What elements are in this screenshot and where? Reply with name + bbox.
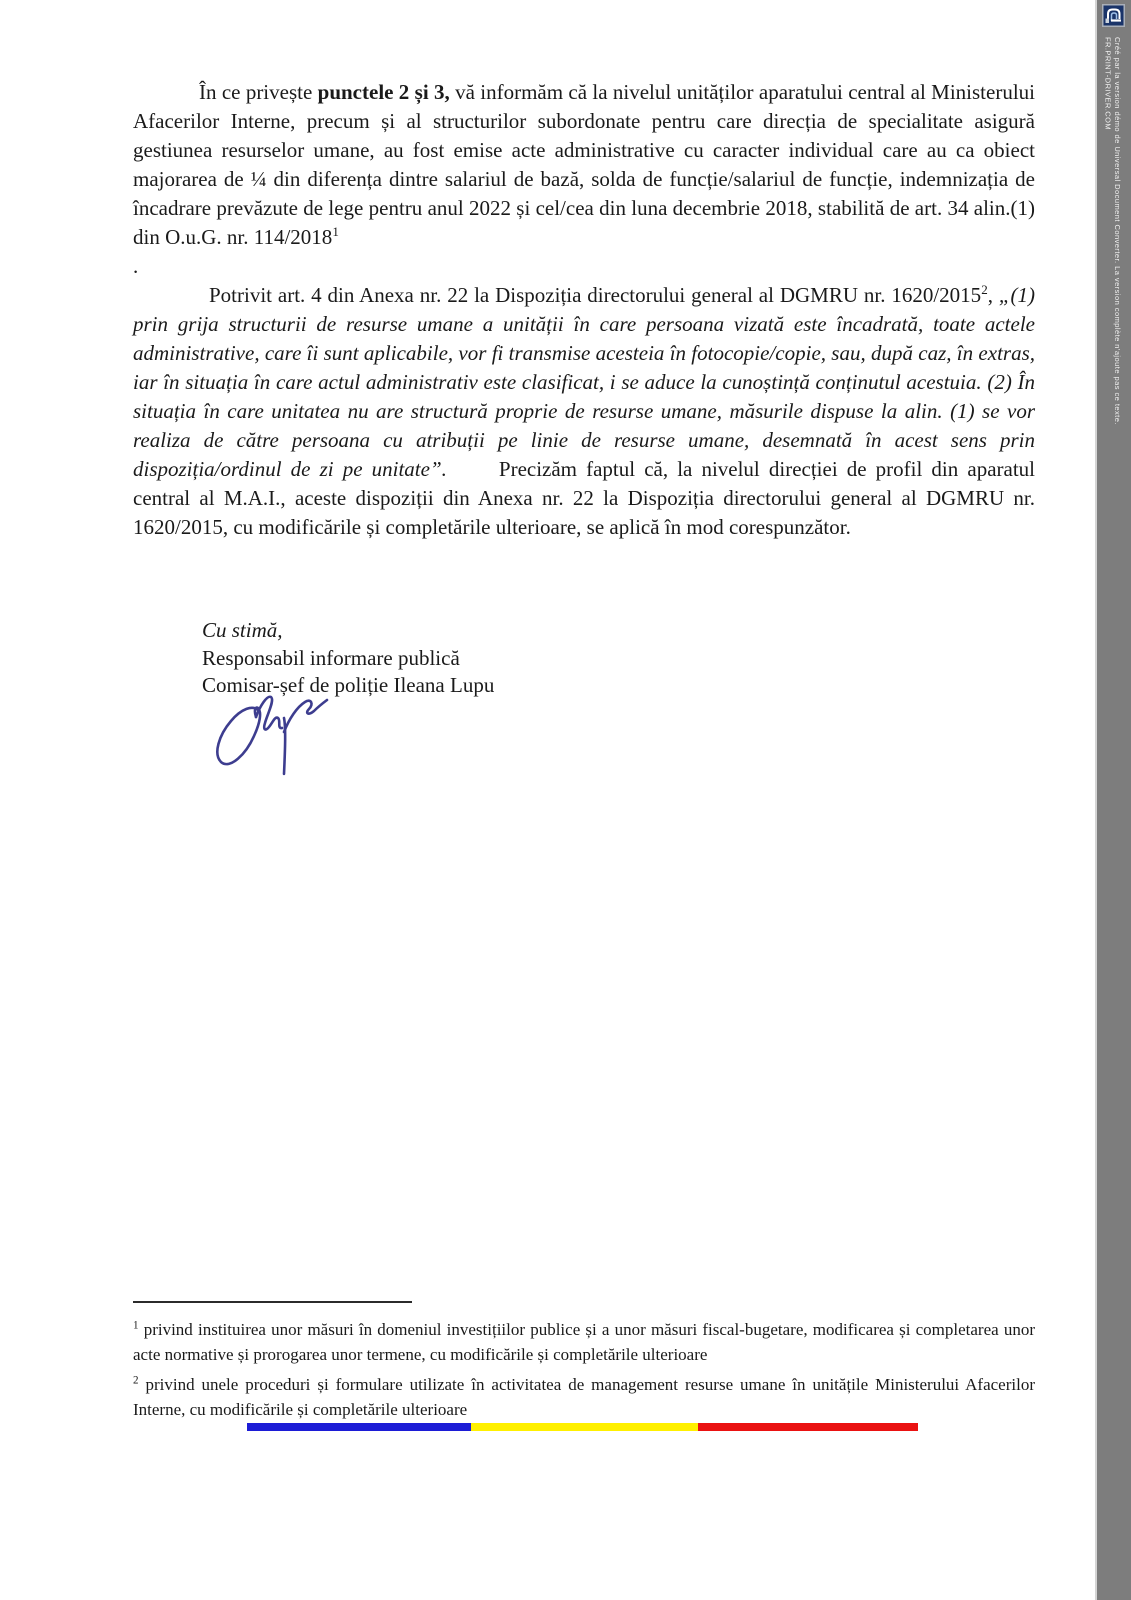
- paragraph-2-quote: „(1) prin grija structurii de resurse umane a unității în care persoana vizată este încadrată, toate actele administrative, care îi sunt aplicabile, vor fi transmise acesteia în fotocopie/copie, sau, după caz, în extras, iar în situația în care actul administrativ este clasificat, i se aduce la cunoștință conținutul acestuia. (2) În situația în care unitatea nu are structură proprie de resurse umane, măsurile dispuse la alin. (1) se vor realiza de către persoana cu atribuții pe linie de resurse umane, desemnată în acest sens prin dispoziția/ordinul de zi pe unitate”.: [133, 283, 1035, 481]
- romania-flag-bar: [247, 1423, 918, 1431]
- footnote-2: [133, 1372, 1035, 1422]
- watermark-text: [1103, 37, 1122, 425]
- footnote-2-marker: 2: [133, 1374, 139, 1387]
- orphan-period-line: .: [133, 254, 139, 278]
- paragraph-1-bold-phrase: punctele 2 și 3,: [317, 80, 450, 104]
- footnotes: [133, 1293, 1035, 1427]
- footnote-ref-2: 2: [981, 282, 988, 297]
- flag-blue-segment: [247, 1423, 471, 1431]
- universal-document-converter-icon: [1102, 4, 1125, 27]
- signer-role: Responsabil informare publică: [202, 645, 460, 670]
- paragraph-2: [133, 281, 1035, 542]
- footnote-ref-1: 1: [332, 224, 339, 239]
- footnote-1-marker: 1: [133, 1319, 139, 1332]
- handwritten-signature-icon: [205, 688, 330, 780]
- footnote-1-text: privind instituirea unor măsuri în domeniul investițiilor publice și a unor măsuri fiscal-bugetare, modificarea și completarea unor acte normative și prorogarea unor termene, cu modificările și completările ulterioare: [133, 1320, 1036, 1364]
- paragraph-1-lead: În ce privește: [199, 80, 318, 104]
- paragraph-2-continuation: Precizăm faptul că, la nivelul direcției de profil din aparatul central al M.A.I., aceste dispoziții din Anexa nr. 22 la Dispoziția directorului general al DGMRU nr. 1620/2015, cu modificările și completările ulterioare, se aplică în mod corespunzător.: [133, 457, 1035, 539]
- footnote-separator: [133, 1301, 412, 1303]
- closing-phrase: Cu stimă,: [202, 618, 283, 642]
- paragraph-2-after-ref: ,: [987, 283, 999, 307]
- signer-name: Comisar-șef de poliție Ileana Lupu: [202, 673, 495, 697]
- paragraph-1-text: vă informăm că la nivelul unităților aparatului central al Ministerului Afacerilor Interne, precum și al structurilor subordonate pentru care direcția de specialitate asigură gestiunea resurselor umane, au fost emise acte administrative cu caracter individual care au ca obiect majorarea de ¼ din diferența dintre salariul de bază, solda de funcție/salariul de funcție, indemnizația de încadrare prevăzute de lege pentru anul 2022 și cel/cea din luna decembrie 2018, stabilită de art. 34 alin.(1) din O.u.G. nr. 114/2018: [133, 80, 1035, 249]
- footnote-2-text: privind unele proceduri și formulare utilizate în activitatea de management resurse umane în unitățile Ministerului Afacerilor Interne, cu modificările și completările ulterioare: [133, 1375, 1035, 1419]
- letter-body: [133, 78, 1035, 542]
- paragraph-2-intro: Potrivit art. 4 din Anexa nr. 22 la Dispoziția directorului general al DGMRU nr. 1620/2015: [209, 283, 982, 307]
- watermark-strip: [1095, 0, 1131, 1600]
- footnote-1: [133, 1317, 1035, 1367]
- watermark-message: Créé par la version démo de Universal Document Converter. La version complète n'ajoute pas ce texte.: [1113, 37, 1122, 425]
- flag-yellow-segment: [471, 1423, 698, 1431]
- watermark-site-url: FR.PRINT-DRIVER.COM: [1103, 37, 1113, 131]
- flag-red-segment: [698, 1423, 918, 1431]
- paragraph-1: [133, 78, 1035, 252]
